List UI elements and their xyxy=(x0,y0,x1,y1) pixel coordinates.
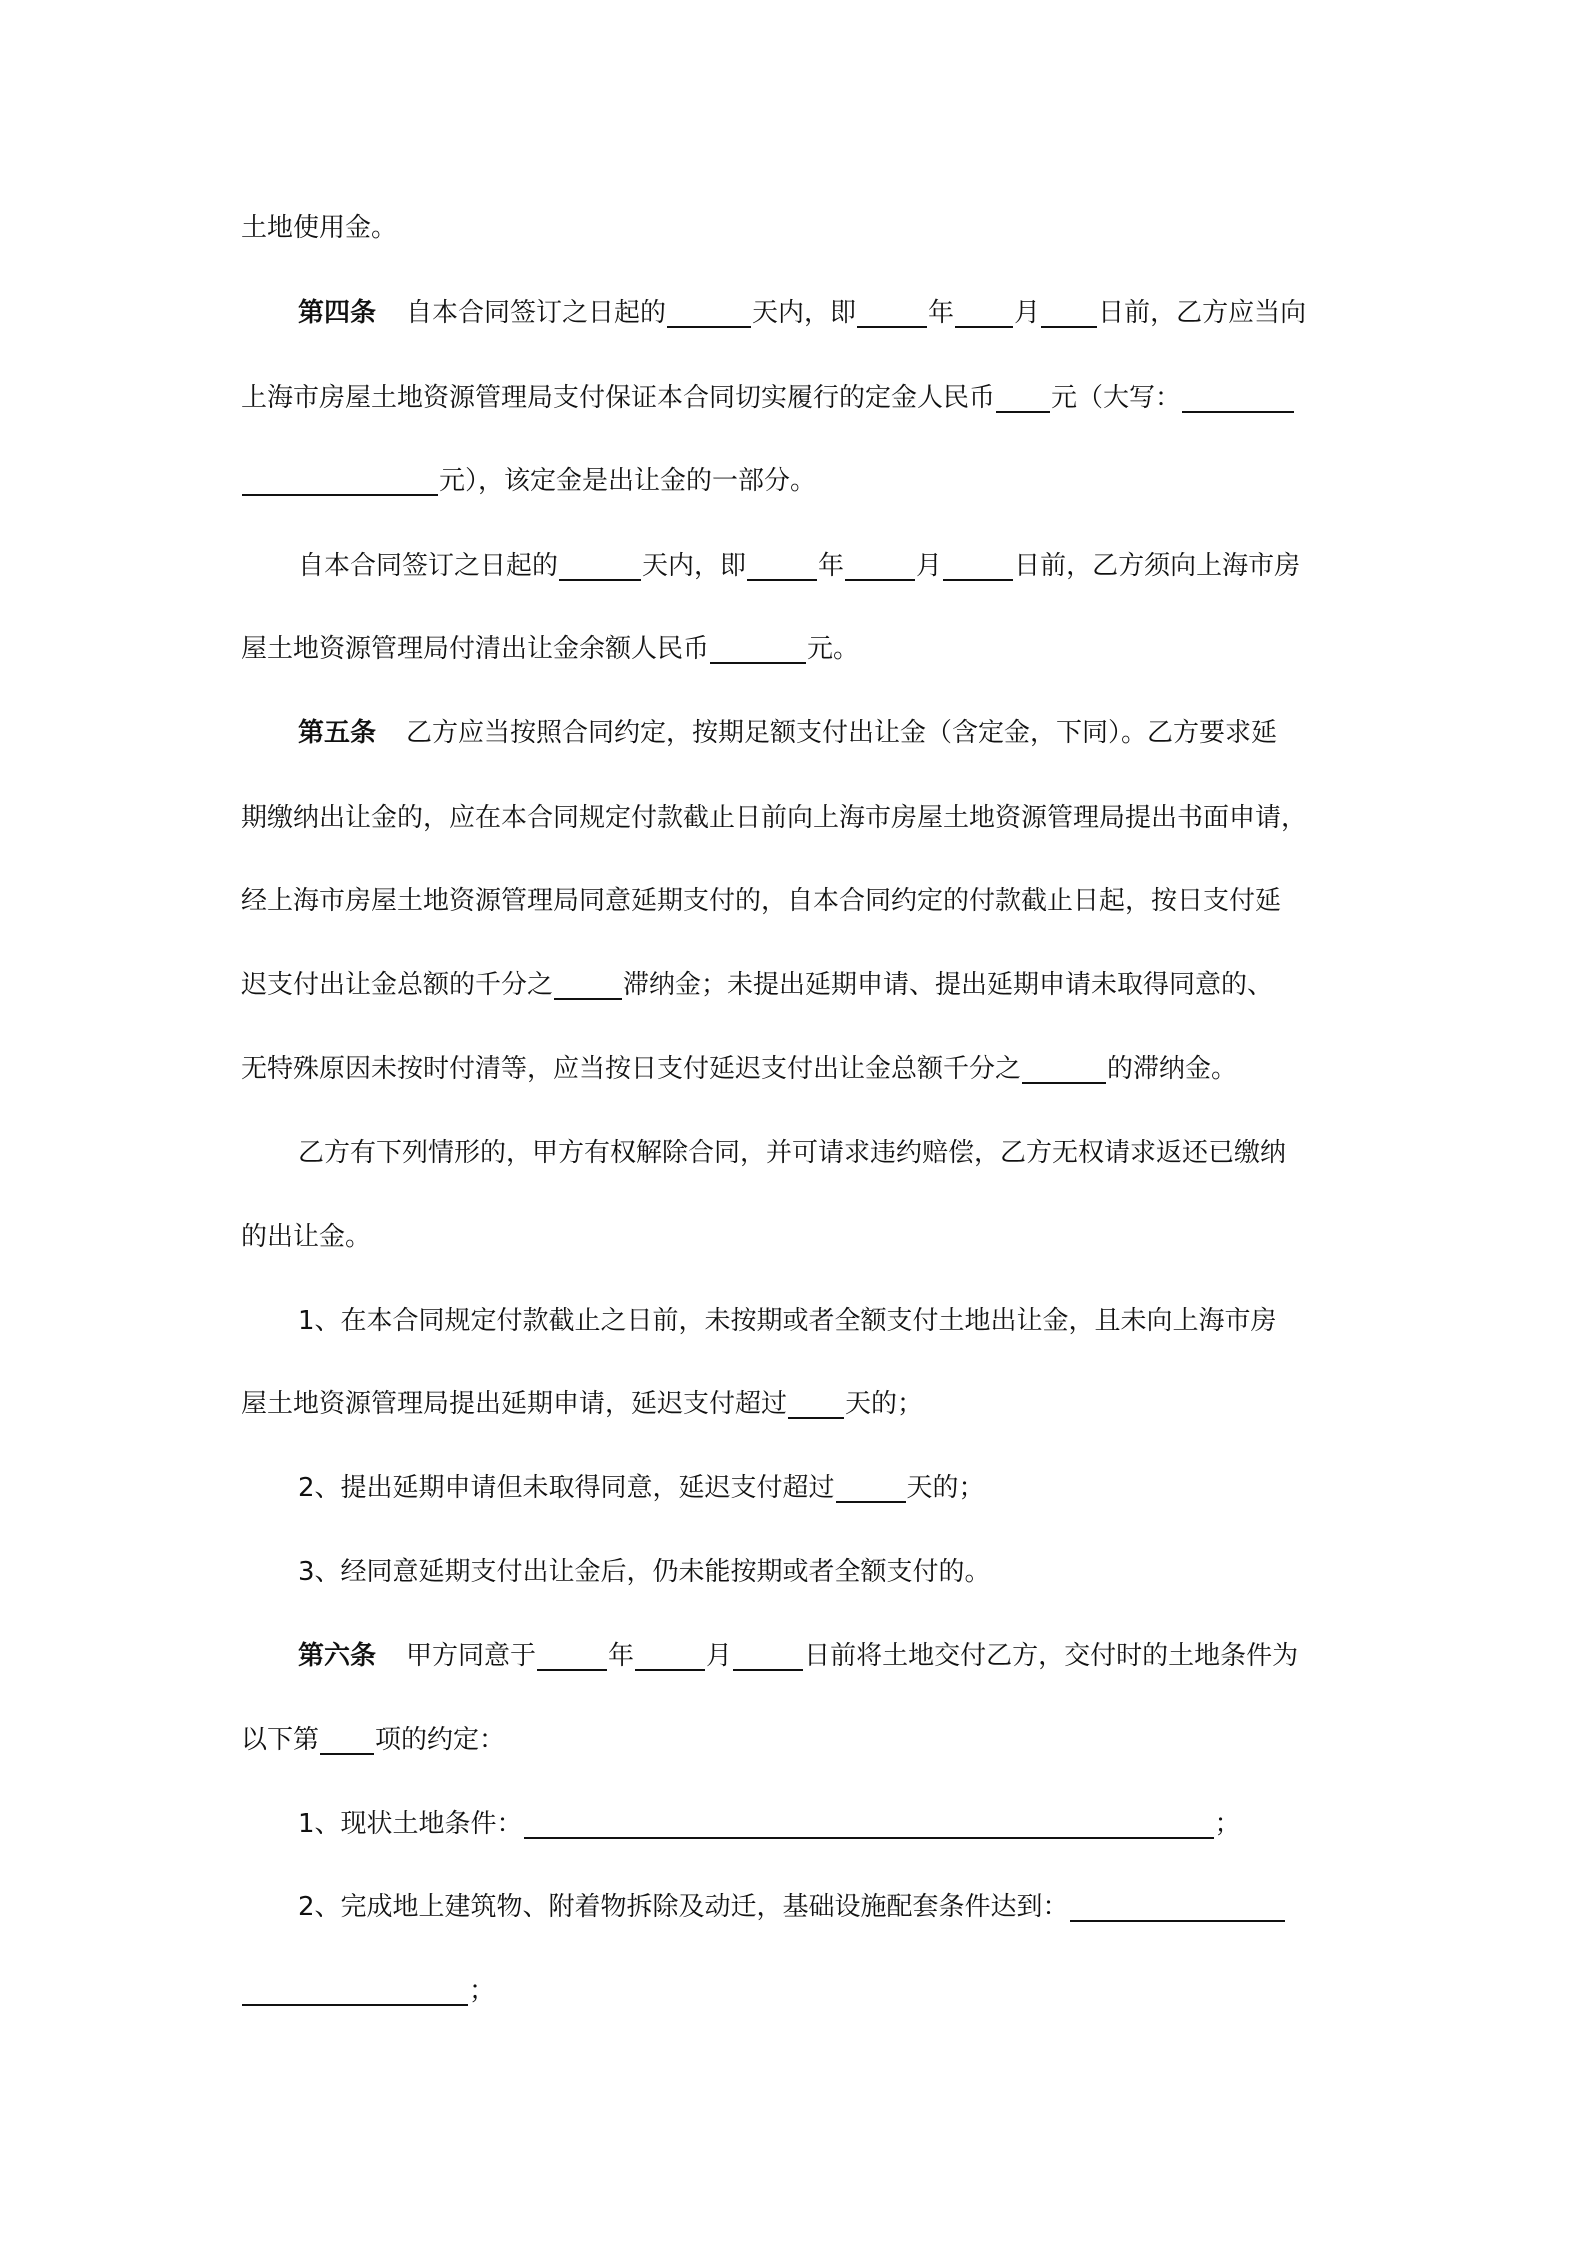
paragraph-line xyxy=(298,1136,1286,1170)
text: 的出让金。 xyxy=(241,1222,372,1252)
blank-field[interactable] xyxy=(320,1723,374,1755)
text: ； xyxy=(1214,1809,1241,1839)
text: 经上海市房屋土地资源管理局同意延期支付的，自本合同约定的付款截止日起，按日支付延 xyxy=(241,886,1282,916)
text: 自本合同签订之日起的 xyxy=(406,298,667,328)
text: 乙方应当按照合同约定，按期足额支付出让金（含定金，下同）。乙方要求延 xyxy=(406,718,1278,748)
text: 日前将土地交付乙方，交付时的土地条件为 xyxy=(804,1641,1299,1671)
article-4-line-3 xyxy=(241,464,816,498)
blank-field[interactable] xyxy=(710,632,806,664)
text: 无特殊原因未按时付清等，应当按日支付延迟支付出让金总额千分之 xyxy=(241,1054,1022,1084)
blank-field[interactable] xyxy=(857,296,927,328)
article-label: 第四条 xyxy=(298,298,377,328)
article-label: 第五条 xyxy=(298,718,377,748)
text: 月 xyxy=(916,551,943,581)
text: 屋土地资源管理局提出延期申请，延迟支付超过 xyxy=(241,1389,788,1419)
article-5-line-2 xyxy=(241,801,1307,835)
paragraph-line xyxy=(298,549,1300,583)
blank-field[interactable] xyxy=(747,549,817,581)
blank-field[interactable] xyxy=(836,1471,906,1503)
blank-field[interactable] xyxy=(524,1807,1214,1839)
blank-field[interactable] xyxy=(955,296,1013,328)
article-4-line-1 xyxy=(298,296,1306,330)
list-item-3 xyxy=(298,1555,991,1589)
text: 年 xyxy=(928,298,955,328)
list-item-1 xyxy=(298,1304,1277,1338)
text: 日前，乙方须向上海市房 xyxy=(1014,551,1301,581)
condition-2-cont xyxy=(241,1974,495,2008)
text: 年 xyxy=(608,1641,635,1671)
text: 迟支付出让金总额的千分之 xyxy=(241,970,554,1000)
text: 月 xyxy=(1014,298,1041,328)
text: 期缴纳出让金的，应在本合同规定付款截止日前向上海市房屋土地资源管理局提出书面申请， xyxy=(241,803,1308,833)
text: 1、在本合同规定付款截止之日前，未按期或者全额支付土地出让金，且未向上海市房 xyxy=(298,1306,1277,1336)
blank-field[interactable] xyxy=(943,549,1013,581)
text: 月 xyxy=(706,1641,733,1671)
text: 甲方同意于 xyxy=(406,1641,537,1671)
blank-field[interactable] xyxy=(242,1974,468,2006)
text: 2、提出延期申请但未取得同意，延迟支付超过 xyxy=(298,1473,835,1503)
paragraph-line xyxy=(241,632,859,666)
text-line xyxy=(241,211,397,245)
blank-field[interactable] xyxy=(845,549,915,581)
text: 年 xyxy=(818,551,845,581)
text: 屋土地资源管理局付清出让金余额人民币 xyxy=(241,634,710,664)
blank-field[interactable] xyxy=(1041,296,1097,328)
blank-field[interactable] xyxy=(554,968,622,1000)
text: 天内，即 xyxy=(752,298,857,328)
text: 天内，即 xyxy=(642,551,747,581)
text: 乙方有下列情形的，甲方有权解除合同，并可请求违约赔偿，乙方无权请求返还已缴纳 xyxy=(298,1138,1287,1168)
condition-1 xyxy=(298,1807,1241,1841)
text: 2、完成地上建筑物、附着物拆除及动迁，基础设施配套条件达到： xyxy=(298,1892,1069,1922)
blank-field[interactable] xyxy=(1182,381,1294,413)
text: 日前，乙方应当向 xyxy=(1098,298,1307,328)
blank-field[interactable] xyxy=(667,296,751,328)
article-6-line-1 xyxy=(298,1639,1298,1673)
article-6-line-2 xyxy=(241,1723,505,1757)
article-5-line-3 xyxy=(241,884,1281,918)
blank-field[interactable] xyxy=(1022,1052,1106,1084)
text: 上海市房屋土地资源管理局支付保证本合同切实履行的定金人民币 xyxy=(241,383,996,413)
text: 天的； xyxy=(845,1389,924,1419)
condition-2 xyxy=(298,1890,1286,1924)
blank-field[interactable] xyxy=(996,381,1050,413)
text: 自本合同签订之日起的 xyxy=(298,551,559,581)
article-label: 第六条 xyxy=(298,1641,377,1671)
article-4-line-2 xyxy=(241,381,1295,415)
text: 土地使用金。 xyxy=(241,213,398,243)
blank-field[interactable] xyxy=(559,549,641,581)
blank-field[interactable] xyxy=(242,464,438,496)
text: 元（大写： xyxy=(1051,383,1182,413)
article-5-line-1 xyxy=(298,716,1277,750)
article-5-line-5 xyxy=(241,1052,1237,1086)
text: 的滞纳金。 xyxy=(1107,1054,1238,1084)
text: 项的约定： xyxy=(375,1725,506,1755)
text: 天的； xyxy=(906,1473,985,1503)
text: 元。 xyxy=(807,634,860,664)
text: 以下第 xyxy=(241,1725,320,1755)
blank-field[interactable] xyxy=(1070,1890,1285,1922)
article-5-line-4 xyxy=(241,968,1273,1002)
text: 滞纳金；未提出延期申请、提出延期申请未取得同意的、 xyxy=(623,970,1274,1000)
text: 元），该定金是出让金的一部分。 xyxy=(439,466,817,496)
paragraph-line xyxy=(241,1220,371,1254)
list-item-1-cont xyxy=(241,1387,923,1421)
text: ； xyxy=(469,1976,496,2006)
blank-field[interactable] xyxy=(537,1639,607,1671)
blank-field[interactable] xyxy=(733,1639,803,1671)
blank-field[interactable] xyxy=(788,1387,844,1419)
text: 1、现状土地条件： xyxy=(298,1809,523,1839)
blank-field[interactable] xyxy=(635,1639,705,1671)
list-item-2 xyxy=(298,1471,985,1505)
text: 3、经同意延期支付出让金后，仍未能按期或者全额支付的。 xyxy=(298,1557,991,1587)
